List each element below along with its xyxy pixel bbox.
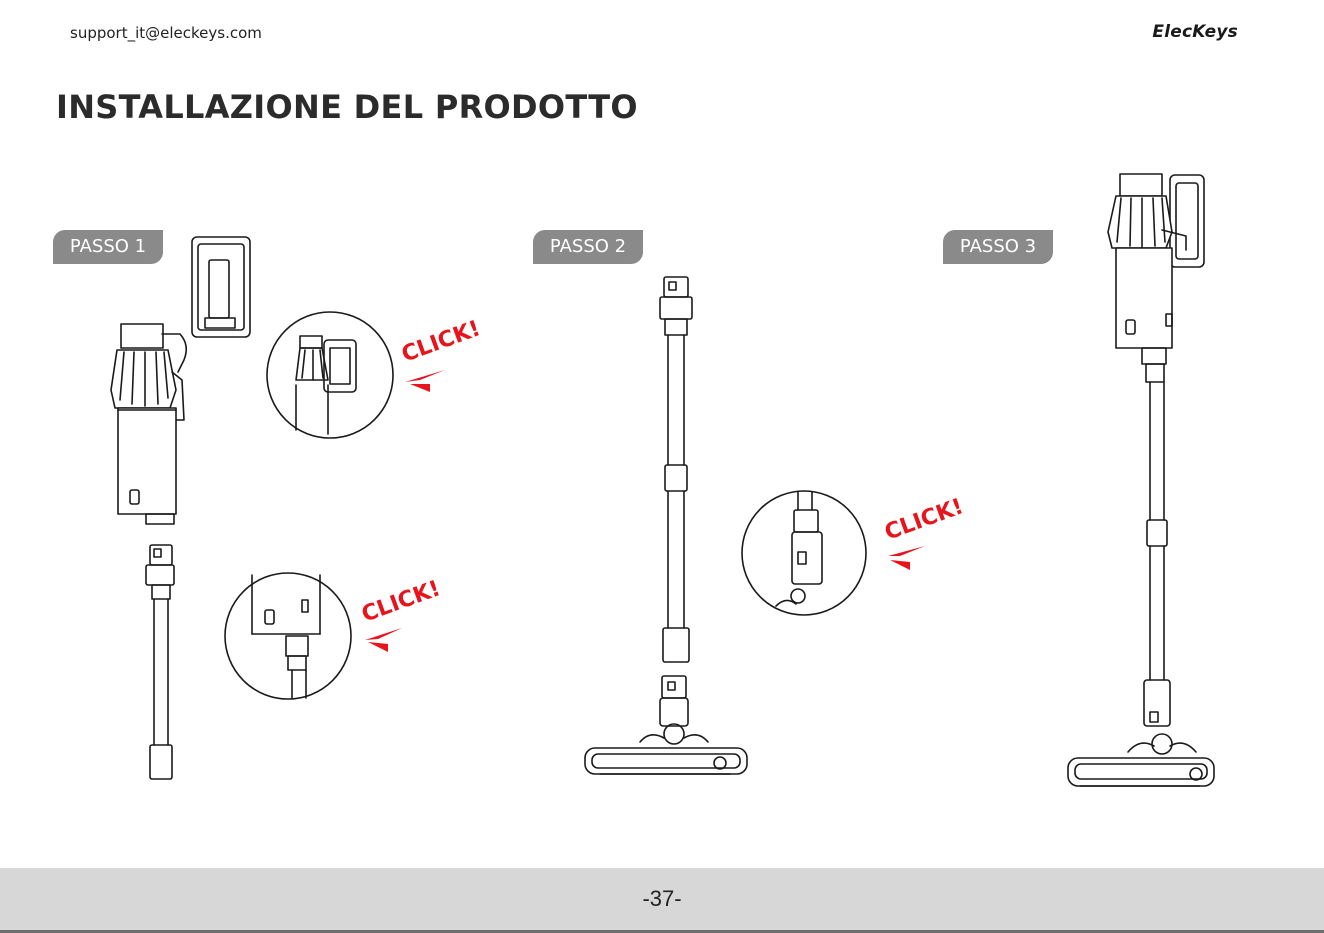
step-2-label: PASSO 2 (533, 230, 643, 264)
click-callout-1 (399, 316, 484, 392)
detail-circle-mount (267, 312, 393, 438)
extension-tube-step1 (146, 545, 174, 779)
click-callout-2 (359, 576, 444, 652)
svg-text:CLICK!: CLICK! (398, 316, 484, 368)
brand-logo: ElecKeys (1152, 22, 1238, 42)
svg-text:CLICK!: CLICK! (358, 576, 444, 628)
floor-brush-head-step2 (585, 676, 747, 774)
step-1-label: PASSO 1 (53, 230, 163, 264)
extension-tube-step2 (660, 277, 692, 662)
page-title: INSTALLAZIONE DEL PRODOTTO (56, 88, 638, 126)
click-callout-3 (882, 494, 967, 570)
footer-bar (0, 868, 1324, 933)
step-3-label: PASSO 3 (943, 230, 1053, 264)
detail-circle-tube-joint (225, 573, 351, 699)
assembled-vacuum-step3 (1068, 174, 1214, 786)
page-number: -37- (642, 886, 682, 911)
support-email: support_it@eleckeys.com (70, 24, 262, 42)
svg-text:CLICK!: CLICK! (881, 494, 967, 546)
detail-circle-head-joint (742, 491, 866, 615)
vacuum-main-body (111, 324, 186, 524)
wall-mount-bracket (192, 237, 250, 337)
